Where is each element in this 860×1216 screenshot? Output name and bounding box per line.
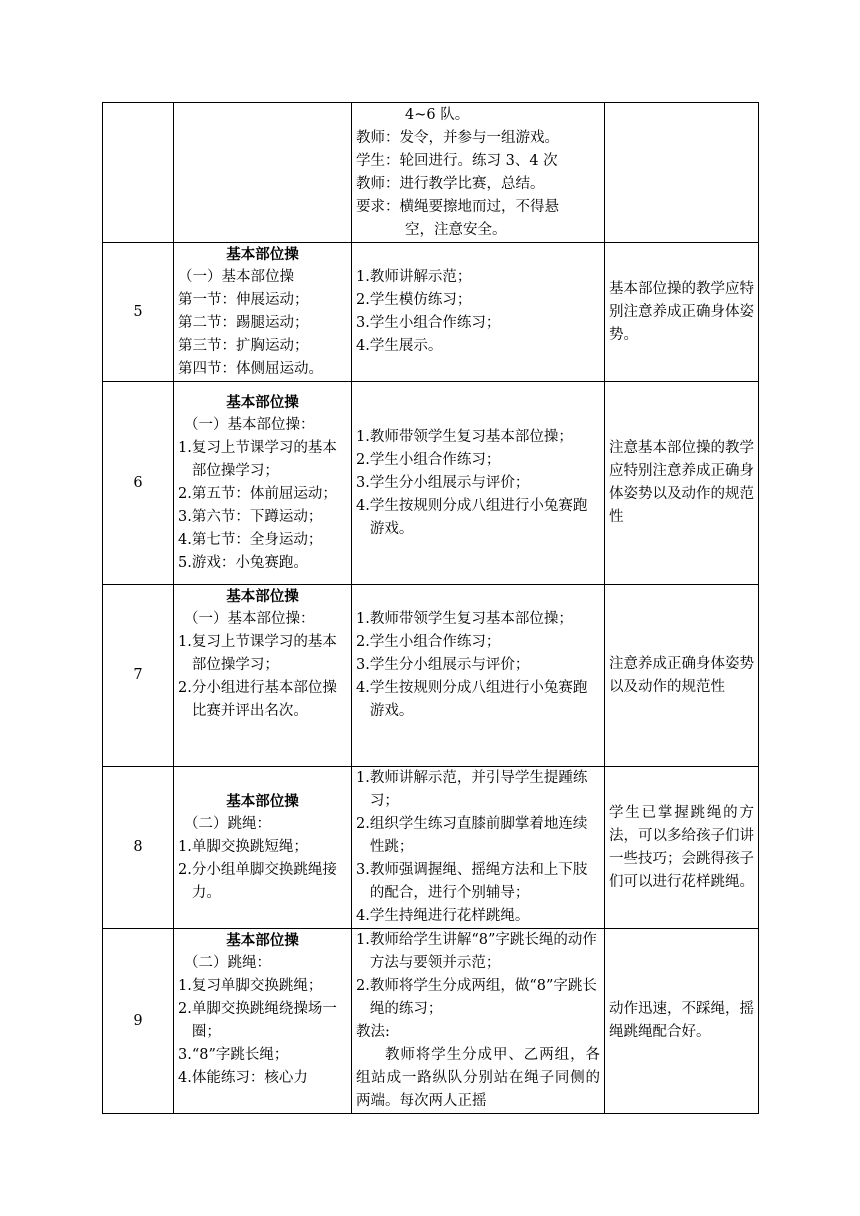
item-number: 2. — [178, 1001, 192, 1017]
method-item — [356, 335, 600, 358]
method-cell — [352, 585, 605, 767]
content-item — [178, 677, 347, 723]
item-number: 1. — [356, 269, 370, 285]
note-cell: 动作迅速，不踩绳，摇绳跳绳配合好。 — [605, 929, 759, 1114]
item-text: 游戏：小兔赛跑。 — [191, 555, 308, 571]
item-number: 1. — [356, 932, 370, 948]
content-cell — [174, 585, 352, 767]
section-subtitle: （二）跳绳： — [184, 955, 271, 971]
method-item — [356, 449, 600, 472]
method-line: 教师：进行教学比赛，总结。 — [356, 176, 545, 192]
method-item — [356, 495, 600, 541]
item-text: 单脚交换跳短绳； — [191, 839, 308, 855]
method-cell — [352, 243, 605, 382]
content-item — [178, 437, 347, 483]
method-line: 学生：轮回进行。练习 3、4 次 — [356, 153, 558, 169]
method-item — [356, 677, 600, 723]
item-text: 第五节：体前屈运动； — [191, 486, 337, 502]
item-number: 3. — [356, 657, 370, 673]
section-subtitle: （一）基本部位操： — [184, 417, 315, 433]
method-line: 教师：发令，并参与一组游戏。 — [356, 130, 559, 146]
content-item — [178, 859, 347, 905]
content-cell — [174, 767, 352, 929]
item-text: 体能练习：核心力 — [191, 1070, 308, 1086]
item-number: 4. — [356, 908, 370, 924]
note-cell: 注意养成正确身体姿势以及动作的规范性 — [605, 585, 759, 767]
item-text: 教师讲解示范，并引导学生提踵练习； — [369, 770, 588, 809]
method-label: 教法: — [356, 1024, 390, 1040]
item-number: 2. — [178, 680, 192, 696]
item-text: 复习上节课学习的基本部位操学习； — [191, 440, 337, 479]
item-number: 3. — [178, 1047, 192, 1063]
method-cell — [352, 382, 605, 585]
item-number: 2. — [356, 816, 370, 832]
section-subtitle: （二）跳绳： — [184, 816, 271, 832]
method-line: 要求：横绳要擦地而过，不得悬 — [356, 199, 559, 215]
item-text: 复习单脚交换跳绳； — [191, 978, 323, 994]
table-row — [103, 585, 759, 767]
item-number: 1. — [178, 634, 192, 650]
item-text: 组织学生练习直膝前脚掌着地连续性跳； — [369, 816, 588, 855]
method-line: 空，注意安全。 — [405, 222, 507, 238]
section-title: 基本部位操 — [226, 588, 299, 605]
table-row — [103, 929, 759, 1114]
method-cell — [352, 103, 605, 243]
item-text: 教师将学生分成两组，做“8”字跳长绳的练习； — [369, 978, 597, 1017]
method-item — [356, 767, 600, 813]
content-cell — [174, 243, 352, 382]
note-cell: 基本部位操的教学应特别注意养成正确身体姿势。 — [605, 243, 759, 382]
section-title: 基本部位操 — [226, 246, 299, 263]
item-number: 2. — [178, 862, 192, 878]
content-item — [178, 1067, 347, 1090]
note-cell: 学生已掌握跳绳的方法，可以多给孩子们讲一些技巧；会跳得孩子们可以进行花样跳绳。 — [605, 767, 759, 929]
item-number: 3. — [356, 315, 370, 331]
note-cell — [605, 103, 759, 243]
table-row — [103, 103, 759, 243]
item-text: 教师给学生讲解“8”字跳长绳的动作方法与要领并示范； — [369, 932, 597, 971]
item-text: 学生按规则分成八组进行小兔赛跑游戏。 — [369, 497, 588, 537]
content-line: 第三节：扩胸运动； — [178, 338, 309, 354]
item-number: 1. — [356, 611, 370, 627]
item-text: 学生小组合作练习； — [369, 315, 501, 331]
section-subtitle: （一）基本部位操： — [184, 611, 315, 627]
item-text: 教师带领学生复习基本部位操； — [369, 611, 573, 627]
item-number: 4. — [356, 338, 370, 354]
item-number: 2. — [356, 451, 370, 468]
item-number: 4. — [178, 1070, 192, 1086]
row-number — [103, 103, 174, 243]
item-number: 5. — [178, 555, 192, 571]
item-number: 3. — [356, 862, 370, 878]
method-item — [356, 426, 600, 449]
item-text: 学生展示。 — [369, 338, 443, 354]
method-item — [356, 859, 600, 905]
section-title: 基本部位操 — [226, 793, 299, 810]
content-line: 第四节：体侧屈运动。 — [178, 361, 323, 377]
method-item — [356, 905, 600, 928]
method-item — [356, 312, 600, 335]
content-item — [178, 998, 347, 1044]
method-item — [356, 289, 600, 312]
row-number: 6 — [103, 382, 174, 585]
section-title: 基本部位操 — [226, 394, 299, 411]
item-text: 教师讲解示范； — [369, 269, 472, 285]
item-text: “8”字跳长绳； — [191, 1047, 289, 1063]
method-item — [356, 631, 600, 654]
content-item — [178, 506, 347, 529]
item-number: 2. — [356, 978, 370, 994]
item-text: 教师带领学生复习基本部位操； — [369, 428, 573, 445]
method-item — [356, 654, 600, 677]
item-number: 4. — [178, 532, 192, 548]
row-number: 7 — [103, 585, 174, 767]
item-text: 学生持绳进行花样跳绳。 — [369, 908, 530, 924]
method-item — [356, 975, 600, 1021]
method-item — [356, 813, 600, 859]
content-item — [178, 529, 347, 552]
content-line: 第一节：伸展运动； — [178, 292, 309, 308]
method-cell — [352, 929, 605, 1114]
table-row — [103, 767, 759, 929]
item-text: 分小组进行基本部位操比赛并评出名次。 — [191, 680, 337, 719]
content-line: 第二节：踢腿运动； — [178, 315, 309, 331]
method-paragraph: 教师将学生分成甲、乙两组，各组站成一路纵队分别站在绳子同侧的两端。每次两人正摇 — [356, 1047, 600, 1109]
item-text: 复习上节课学习的基本部位操学习； — [191, 634, 337, 673]
item-text: 学生小组合作练习； — [369, 451, 501, 468]
row-number: 5 — [103, 243, 174, 382]
item-text: 学生分小组展示与评价； — [369, 657, 530, 673]
method-cell — [352, 767, 605, 929]
table-row — [103, 243, 759, 382]
row-number: 9 — [103, 929, 174, 1114]
note-cell: 注意基本部位操的教学应特别注意养成正确身体姿势以及动作的规范性 — [605, 382, 759, 585]
content-line: （一）基本部位操 — [178, 269, 294, 285]
content-item — [178, 836, 347, 859]
content-cell — [174, 382, 352, 585]
item-number: 1. — [356, 770, 370, 786]
item-number: 3. — [356, 474, 370, 491]
item-text: 学生小组合作练习； — [369, 634, 501, 650]
item-number: 3. — [178, 509, 192, 525]
item-text: 分小组单脚交换跳绳接力。 — [191, 862, 337, 901]
item-number: 4. — [356, 680, 370, 696]
item-text: 学生模仿练习； — [369, 292, 472, 308]
content-cell — [174, 103, 352, 243]
method-item — [356, 266, 600, 289]
item-text: 单脚交换跳绳绕操场一圈； — [191, 1001, 337, 1040]
content-item — [178, 552, 347, 575]
item-text: 学生按规则分成八组进行小兔赛跑游戏。 — [369, 680, 588, 719]
item-text: 教师强调握绳、摇绳方法和上下肢的配合，进行个别辅导； — [369, 862, 588, 901]
lesson-plan-table — [102, 102, 759, 1114]
item-number: 1. — [178, 440, 192, 456]
content-item — [178, 631, 347, 677]
method-item — [356, 608, 600, 631]
table-row — [103, 382, 759, 585]
item-number: 2. — [356, 634, 370, 650]
item-number: 1. — [356, 428, 370, 445]
item-text: 第六节：下蹲运动； — [191, 509, 323, 525]
content-item — [178, 1044, 347, 1067]
method-line: 4~6 队。 — [405, 107, 470, 123]
content-cell — [174, 929, 352, 1114]
content-item — [178, 483, 347, 506]
item-text: 第七节：全身运动； — [191, 532, 323, 548]
item-number: 1. — [178, 978, 192, 994]
content-item — [178, 975, 347, 998]
section-title: 基本部位操 — [226, 932, 299, 949]
item-number: 4. — [356, 497, 370, 514]
method-item — [356, 472, 600, 495]
item-number: 2. — [356, 292, 370, 308]
row-number: 8 — [103, 767, 174, 929]
item-number: 1. — [178, 839, 192, 855]
method-item — [356, 929, 600, 975]
item-number: 2. — [178, 486, 192, 502]
item-text: 学生分小组展示与评价； — [369, 474, 530, 491]
